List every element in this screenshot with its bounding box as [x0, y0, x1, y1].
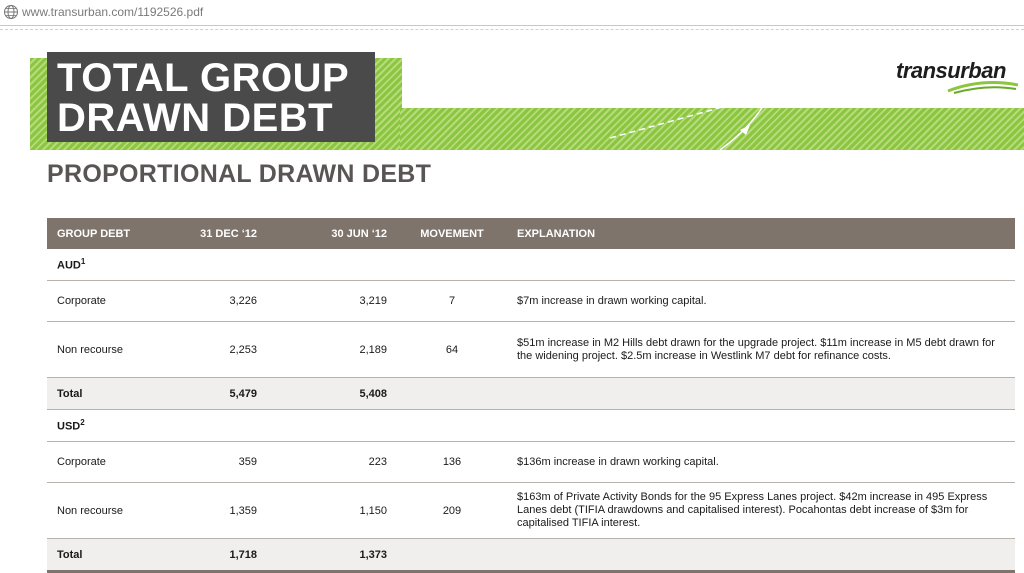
column-header: GROUP DEBT	[57, 227, 131, 240]
row-name: Corporate	[47, 281, 157, 322]
jun12-value: 5,408	[267, 378, 397, 410]
column-header: MOVEMENT	[420, 227, 484, 240]
dec12-value: 2,253	[157, 322, 267, 378]
explanation-text: $51m increase in M2 Hills debt drawn for the upgrade project. $11m increase in M5 debt drawn for the widening project. $2.5m increase in Westlink M7 debt for refinance costs.	[517, 336, 995, 362]
row-name: Total	[47, 539, 157, 572]
section-row	[47, 410, 1015, 442]
dec12-value: 359	[157, 442, 267, 483]
section-label: AUD	[57, 259, 81, 272]
section-row	[47, 249, 1015, 281]
movement-value: 64	[397, 322, 507, 378]
explanation-text: $163m of Private Activity Bonds for the 95 Express Lanes project. $42m increase in 495 Express Lanes debt (TIFIA drawdowns and capitalised interest). Pocahontas debt increase of $3m for capitalised TIFIA interest.	[517, 491, 988, 529]
logo-text: transurban	[896, 58, 1006, 83]
column-header: EXPLANATION	[517, 227, 596, 240]
jun12-value: 2,189	[267, 322, 397, 378]
browser-address-bar[interactable]	[0, 0, 1024, 26]
total-row	[47, 378, 1015, 410]
jun12-value: 1,150	[267, 483, 397, 539]
title-line-1: TOTAL GROUP	[57, 56, 350, 100]
footnote-marker: 2	[80, 418, 85, 428]
banner-road-curve	[590, 98, 910, 150]
row-name: Non recourse	[47, 483, 157, 539]
movement-value: 136	[397, 442, 507, 483]
url-text[interactable]: www.transurban.com/1192526.pdf	[22, 5, 204, 19]
row-name: Corporate	[47, 442, 157, 483]
dec12-value: 5,479	[157, 378, 267, 410]
movement-value: 209	[397, 483, 507, 539]
page-top-divider	[0, 26, 1024, 30]
column-header: 31 DEC ‘12	[200, 227, 257, 240]
section-label: USD	[57, 420, 81, 433]
globe-icon	[3, 4, 19, 20]
table-header-row	[47, 218, 1015, 249]
transurban-logo	[896, 58, 1024, 94]
jun12-value: 3,219	[267, 281, 397, 322]
dec12-value: 1,359	[157, 483, 267, 539]
column-header: 30 JUN ‘12	[331, 227, 387, 240]
drawn-debt-table	[47, 218, 1015, 573]
row-name: Non recourse	[47, 322, 157, 378]
dec12-value: 1,718	[157, 539, 267, 572]
title-line-2: DRAWN DEBT	[57, 96, 334, 140]
dec12-value: 3,226	[157, 281, 267, 322]
table-row	[47, 483, 1015, 539]
explanation-text: $7m increase in drawn working capital.	[517, 294, 707, 307]
table-row	[47, 442, 1015, 483]
explanation-text: $136m increase in drawn working capital.	[517, 455, 719, 468]
logo-swoosh-icon	[946, 80, 1020, 94]
jun12-value: 1,373	[267, 539, 397, 572]
movement-value: 7	[397, 281, 507, 322]
row-name: Total	[47, 378, 157, 410]
table-row	[47, 281, 1015, 322]
jun12-value: 223	[267, 442, 397, 483]
table-row	[47, 322, 1015, 378]
footnote-marker: 1	[80, 257, 86, 267]
page-title	[47, 52, 375, 142]
section-subtitle: PROPORTIONAL DRAWN DEBT	[47, 160, 432, 188]
